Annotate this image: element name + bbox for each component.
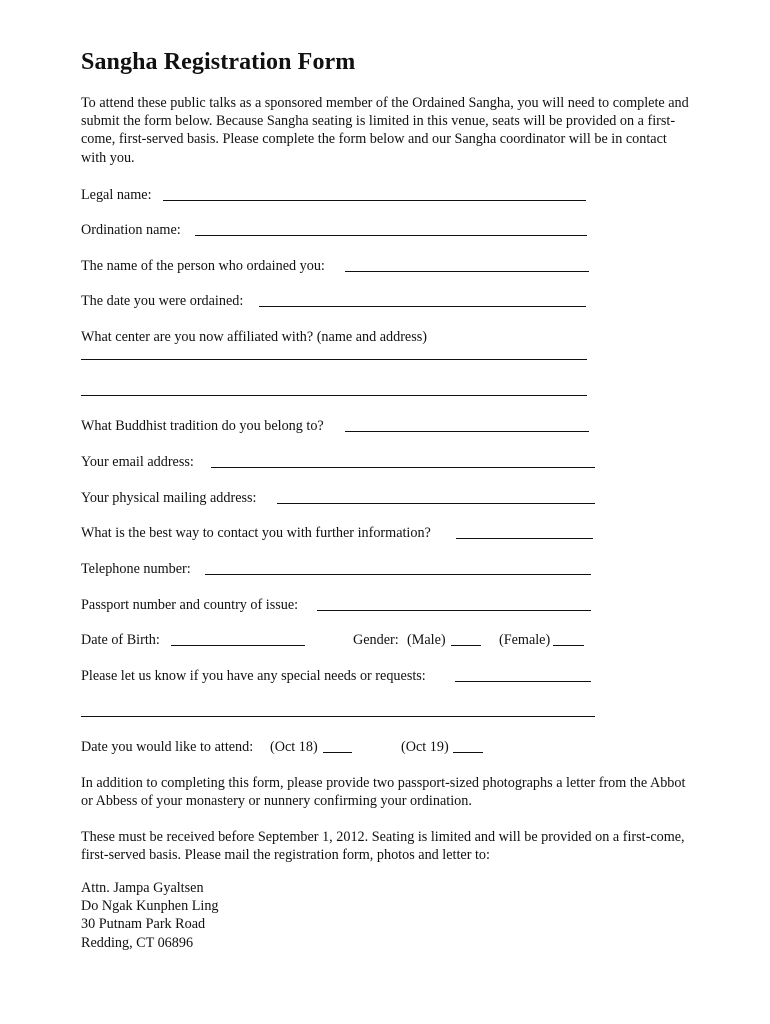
gender-male-label: (Male) (407, 632, 446, 648)
ordainer-name-field[interactable] (345, 257, 589, 272)
gender-male-field[interactable] (451, 631, 481, 646)
ordination-name-label: Ordination name: (81, 222, 181, 238)
attend-oct19-label: (Oct 19) (401, 739, 449, 755)
deadline-note: These must be received before September 1, 2012. Seating is limited and will be provided on a first-come, first-served basis. Please mail the registration form, photos and letter to: (81, 829, 685, 864)
contact-method-label: What is the best way to contact you with further information? (81, 525, 431, 541)
mailing-address-field[interactable] (277, 489, 595, 504)
address-city: Redding, CT 06896 (81, 934, 194, 951)
address-street: 30 Putnam Park Road (81, 916, 206, 933)
tradition-label: What Buddhist tradition do you belong to? (81, 418, 324, 434)
ordainer-name-row (81, 257, 593, 277)
ordainer-name-label: The name of the person who ordained you: (81, 258, 325, 274)
dob-gender-row (81, 631, 591, 651)
ordination-date-field[interactable] (259, 292, 586, 307)
special-needs-row (81, 667, 593, 687)
special-needs-label: Please let us know if you have any special needs or requests: (81, 668, 426, 684)
center-affiliation-row (81, 328, 591, 348)
legal-name-row (81, 186, 591, 206)
email-label: Your email address: (81, 454, 194, 470)
form-title: Sangha Registration Form (81, 49, 356, 75)
ordination-date-label: The date you were ordained: (81, 293, 244, 309)
legal-name-field[interactable] (163, 186, 586, 201)
mailing-address-block (81, 879, 219, 952)
attend-date-row (81, 738, 491, 758)
intro-paragraph: To attend these public talks as a sponsored member of the Ordained Sangha, you will need to complete and submit the form below. Because Sangha seating is limited in this venue, seats will be provided on a first-come, first-served basis. Please complete the form below and our Sangha coordinator will be in contact with you. (81, 95, 689, 166)
special-needs-field[interactable] (455, 667, 591, 682)
email-field[interactable] (211, 453, 595, 468)
mailing-address-row (81, 489, 597, 509)
telephone-field[interactable] (205, 560, 591, 575)
ordination-name-row (81, 221, 591, 241)
attend-oct18-field[interactable] (323, 738, 352, 753)
passport-field[interactable] (317, 596, 591, 611)
passport-label: Passport number and country of issue: (81, 597, 299, 613)
attend-oct18-label: (Oct 18) (270, 739, 318, 755)
center-affiliation-line-2[interactable] (81, 395, 587, 396)
center-affiliation-line-1[interactable] (81, 359, 587, 360)
tradition-row (81, 417, 593, 437)
passport-row (81, 596, 593, 616)
attend-date-label: Date you would like to attend: (81, 739, 254, 755)
gender-female-label: (Female) (499, 632, 551, 648)
ordination-name-field[interactable] (195, 221, 587, 236)
address-attn: Attn. Jampa Gyaltsen (81, 880, 204, 896)
contact-method-field[interactable] (456, 524, 593, 539)
mailing-address-label: Your physical mailing address: (81, 490, 257, 506)
dob-label: Date of Birth: (81, 632, 160, 648)
gender-female-field[interactable] (553, 631, 584, 646)
ordination-date-row (81, 292, 591, 312)
center-affiliation-label: What center are you now affiliated with? (name and address) (81, 329, 428, 345)
special-needs-line-2[interactable] (81, 716, 595, 717)
contact-method-row (81, 524, 595, 544)
email-row (81, 453, 597, 473)
legal-name-label: Legal name: (81, 187, 152, 203)
gender-label: Gender: (353, 632, 399, 648)
attend-oct19-field[interactable] (453, 738, 483, 753)
address-org: Do Ngak Kunphen Ling (81, 898, 219, 915)
telephone-label: Telephone number: (81, 561, 191, 577)
dob-field[interactable] (171, 631, 305, 646)
photos-note: In addition to completing this form, please provide two passport-sized photographs a letter from the Abbot or Abbess of your monastery or nunnery confirming your ordination. (81, 775, 686, 810)
telephone-row (81, 560, 593, 580)
tradition-field[interactable] (345, 417, 589, 432)
